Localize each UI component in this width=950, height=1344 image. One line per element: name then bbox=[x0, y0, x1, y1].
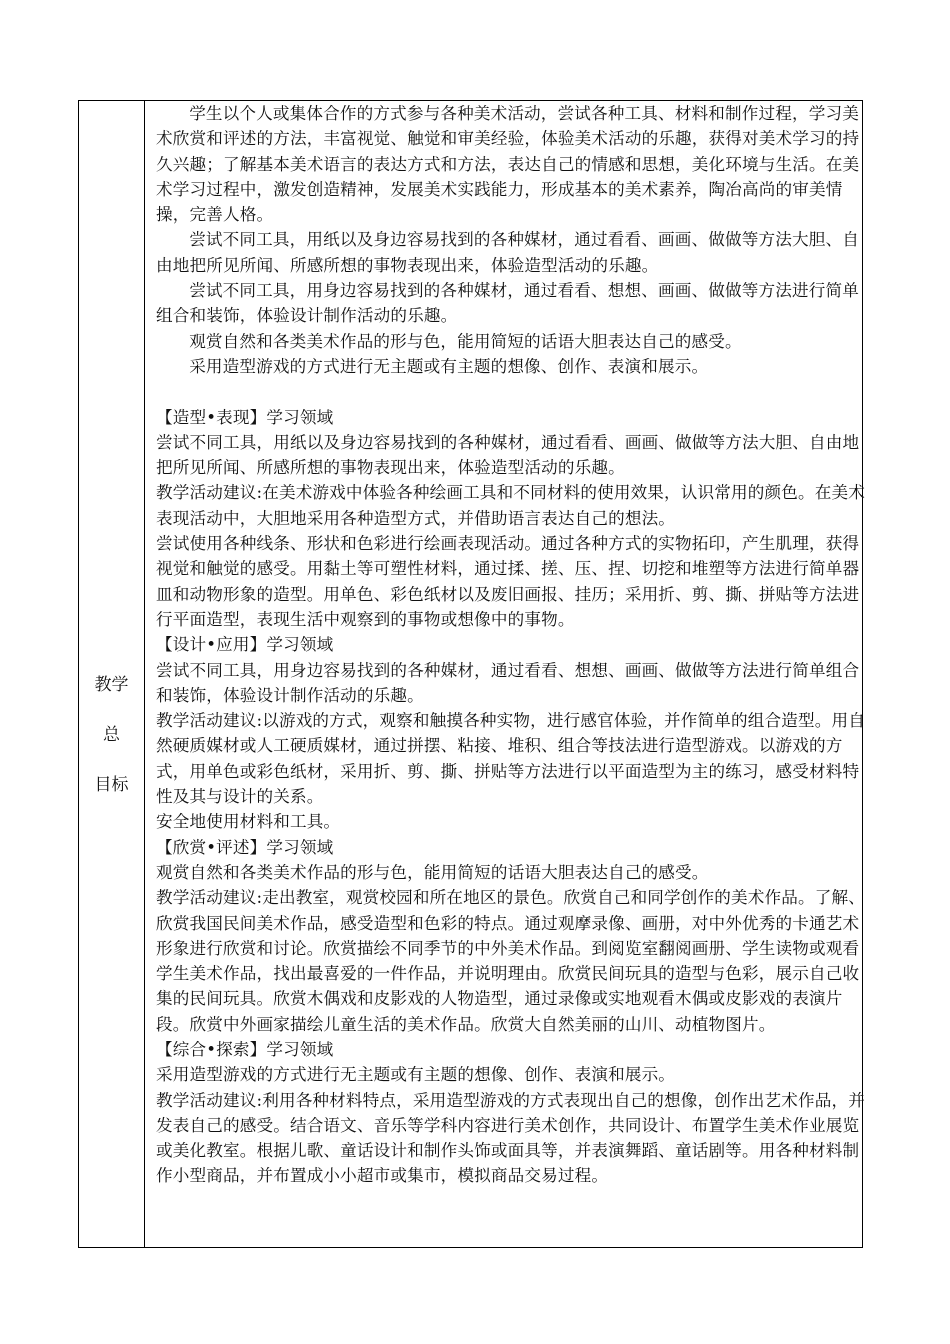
section-heading-modeling: 【造型•表现】学习领域 bbox=[156, 407, 334, 427]
label-line-3: 目标 bbox=[94, 775, 129, 795]
section-paragraph: 教学活动建议:在美术游戏中体验各种绘画工具和不同材料的使用效果，认识常用的颜色。在美术表现活动中，大胆地采用各种造型方式，并借助语言表达自己的想法。 bbox=[156, 483, 865, 528]
section-heading-appreciation: 【欣赏•评述】学习领域 bbox=[156, 837, 334, 857]
content-cell bbox=[156, 101, 866, 1189]
section-paragraph: 教学活动建议:利用各种材料特点，采用造型游戏的方式表现出自己的想像，创作出艺术作品，并发表自己的感受。结合语文、音乐等学科内容进行美术创作，共同设计、布置学生美术作业展览或美化教室。根据儿歌、童话设计和制作头饰或面具等，并表演舞蹈、童话剧等。用各种材料制作小型商品，并布置成小小超市或集市，模拟商品交易过程。 bbox=[156, 1090, 865, 1186]
section-paragraph: 尝试使用各种线条、形状和色彩进行绘画表现活动。通过各种方式的实物拓印，产生肌理，获得视觉和触觉的感受。用黏土等可塑性材料，通过揉、搓、压、捏、切挖和堆塑等方法进行简单器皿和动物形象的造型。用单色、彩色纸材以及废旧画报、挂历；采用折、剪、撕、拼贴等方法进行平面造型，表现生活中观察到的事物或想像中的事物。 bbox=[156, 534, 860, 629]
goals-table bbox=[78, 100, 863, 1248]
label-line-2: 总 bbox=[103, 725, 120, 745]
column-divider bbox=[144, 101, 145, 1247]
section-paragraph: 教学活动建议:以游戏的方式，观察和触摸各种实物，进行感官体验，并作简单的组合造型。用自然硬质媒材或人工硬质媒材，通过拼摆、粘接、堆积、组合等技法进行造型游戏。以游戏的方式，用单色或彩色纸材，采用折、剪、撕、拼贴等方法进行以平面造型为主的练习，感受材料特性及其与设计的关系。 bbox=[156, 711, 865, 807]
label-line-1: 教学 bbox=[94, 675, 129, 695]
section-paragraph: 教学活动建议:走出教室，观赏校园和所在地区的景色。欣赏自己和同学创作的美术作品。了解、欣赏我国民间美术作品，感受造型和色彩的特点。通过观摩录像、画册，对中外优秀的卡通艺术形象进行欣赏和讨论。欣赏描绘不同季节的中外美术作品。到阅览室翻阅画册、学生读物或观看学生美术作品，找出最喜爱的一件作品，并说明理由。欣赏民间玩具的造型与色彩，展示自己收集的民间玩具。欣赏木偶戏和皮影戏的人物造型，通过录像或实地观看木偶或皮影戏的表演片段。欣赏中外画家描绘儿童生活的美术作品。欣赏大自然美丽的山川、动植物图片。 bbox=[156, 888, 865, 1034]
section-paragraph: 安全地使用材料和工具。 bbox=[156, 812, 341, 832]
section-paragraph: 采用造型游戏的方式进行无主题或有主题的想像、创作、表演和展示。 bbox=[156, 1065, 676, 1085]
section-paragraph: 尝试不同工具，用身边容易找到的各种媒材，通过看看、想想、画画、做做等方法进行简单组合和装饰，体验设计制作活动的乐趣。 bbox=[156, 660, 860, 705]
intro-paragraph-5: 采用造型游戏的方式进行无主题或有主题的想像、创作、表演和展示。 bbox=[189, 356, 709, 376]
intro-paragraph-3: 尝试不同工具，用身边容易找到的各种媒材，通过看看、想想、画画、做做等方法进行简单组合和装饰，体验设计制作活动的乐趣。 bbox=[156, 281, 859, 326]
intro-paragraph-2: 尝试不同工具，用纸以及身边容易找到的各种媒材，通过看看、画画、做做等方法大胆、自由地把所见所闻、所感所想的事物表现出来，体验造型活动的乐趣。 bbox=[156, 230, 859, 275]
section-heading-design: 【设计•应用】学习领域 bbox=[156, 635, 334, 655]
section-heading-exploration: 【综合•探索】学习领域 bbox=[156, 1039, 334, 1059]
intro-paragraph-1: 学生以个人或集体合作的方式参与各种美术活动，尝试各种工具、材料和制作过程，学习美术欣赏和评述的方法，丰富视觉、触觉和审美经验，体验美术活动的乐趣，获得对美术学习的持久兴趣；了解基本美术语言的表达方式和方法，表达自己的情感和思想，美化环境与生活。在美术学习过程中，激发创造精神，发展美术实践能力，形成基本的美术素养，陶冶高尚的审美情操，完善人格。 bbox=[156, 104, 860, 225]
spacer bbox=[156, 379, 866, 404]
intro-paragraph-4: 观赏自然和各类美术作品的形与色，能用简短的话语大胆表达自己的感受。 bbox=[189, 331, 742, 351]
section-paragraph: 观赏自然和各类美术作品的形与色，能用简短的话语大胆表达自己的感受。 bbox=[156, 862, 709, 882]
label-cell bbox=[79, 101, 144, 1247]
section-paragraph: 尝试不同工具，用纸以及身边容易找到的各种媒材，通过看看、画画、做做等方法大胆、自由地把所见所闻、所感所想的事物表现出来，体验造型活动的乐趣。 bbox=[156, 432, 860, 478]
